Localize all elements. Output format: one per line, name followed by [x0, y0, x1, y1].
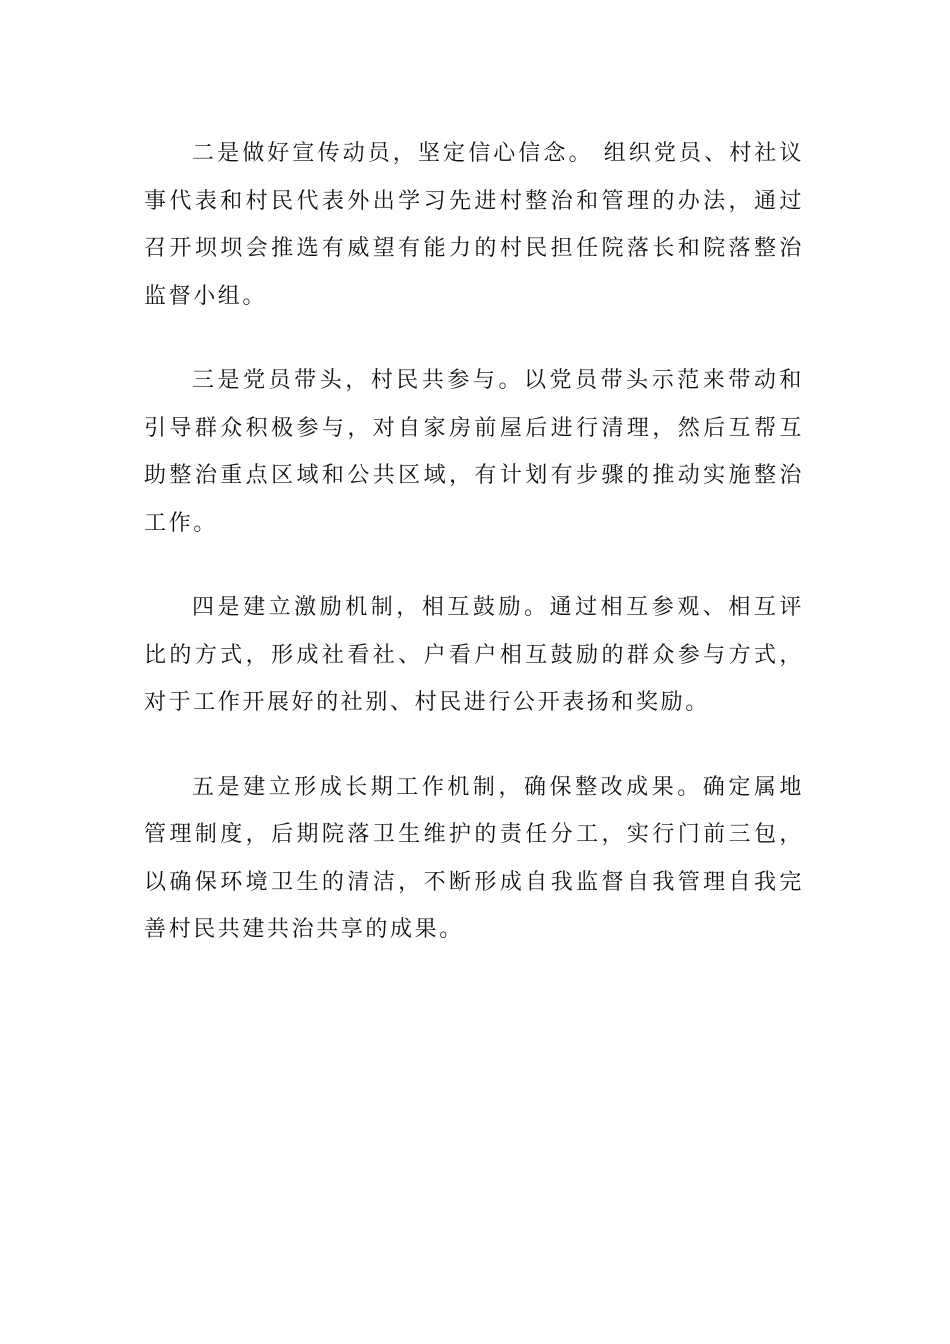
document-body: [144, 130, 804, 991]
paragraph-4: 四是建立激励机制，相互鼓励。通过相互参观、相互评比的方式，形成社看社、户看户相互鼓励的群众参与方式，对于工作开展好的社别、村民进行公开表扬和奖励。: [144, 595, 804, 715]
paragraph-5: 五是建立形成长期工作机制，确保整改成果。确定属地管理制度，后期院落卫生维护的责任分工，实行门前三包，以确保环境卫生的清洁，不断形成自我监督自我管理自我完善村民共建共治共享的成果。: [144, 774, 804, 942]
paragraph-3: 三是党员带头，村民共参与。以党员带头示范来带动和引导群众积极参与，对自家房前屋后进行清理，然后互帮互助整治重点区域和公共区域，有计划有步骤的推动实施整治工作。: [144, 368, 804, 536]
paragraph-2: 二是做好宣传动员，坚定信心信念。 组织党员、村社议事代表和村民代表外出学习先进村整治和管理的办法，通过召开坝坝会推选有威望有能力的村民担任院落长和院落整治监督小组。: [144, 141, 804, 309]
